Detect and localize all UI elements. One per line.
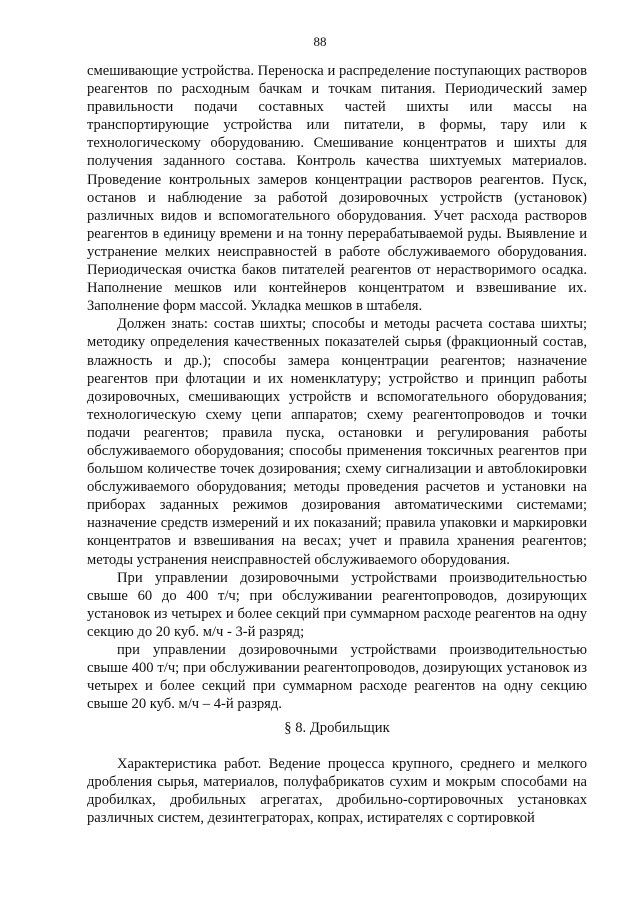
paragraph-grade-3: При управлении дозировочными устройствами производительностью свыше 60 до 400 т/ч; при обслуживании реагентопроводов, дозирующих установок из четырех и более секций при суммарном расходе реагентов на одну секцию до 20 куб. м/ч - 3-й разряд; <box>87 569 587 640</box>
paragraph-grade-4: при управлении дозировочными устройствами производительностью свыше 400 т/ч; при обслуживании реагентопроводов, дозирующих установок из четырех и более секций при суммарном расходе реагентов на одну секцию свыше 20 куб. м/ч – 4-й разряд. <box>87 642 587 713</box>
paragraph-work-characteristics: Характеристика работ. Ведение процесса крупного, среднего и мелкого дробления сырья, материалов, полуфабрикатов сухим и мокрым способами на дробилках, дробильных агрегатах, дробильно-сортировочных установках различных систем, дезинтеграторах, копрах, истирателях с сортировкой <box>87 756 587 827</box>
section-title: § 8. Дробильщик <box>284 720 390 736</box>
page-number: 88 <box>313 34 327 49</box>
paragraph-must-know: Должен знать: состав шихты; способы и методы расчета состава шихты; методику определения качественных показателей сырья (фракционный состав, влажность и др.); способы замера концентрации реагентов; назначение реагентов при флотации и их номенклатуру; устройство и принцип работы дозировочных, смешивающих устройств и вспомогательного оборудования; технологическую схему цепи аппаратов; схему реагентопроводов и точки подачи реагентов; правила пуска, остановки и регулирования работы обслуживаемого оборудования; способы применения токсичных реагентов при большом количестве точек дозирования; схему сигнализации и автоблокировки обслуживаемого оборудования; методы проведения расчетов и установки на приборах заданных режимов дозирования автоматическими системами; назначение средств измерений и их показаний; правила упаковки и маркировки концентратов и взвешивания на весах; учет и правила хранения реагентов; методы устранения неисправностей обслуживаемого оборудования. <box>87 316 587 568</box>
paragraph-continuation: смешивающие устройства. Переноска и распределение поступающих растворов реагентов по расходным бачкам и точкам питания. Периодический замер правильности подачи составных частей шихты или массы на транспортирующие устройства или питатели, в формы, тару или к технологическому оборудованию. Смешивание концентратов и шихты для получения заданного состава. Контроль качества шихтуемых материалов. Проведение контрольных замеров концентрации растворов реагентов. Пуск, останов и наблюдение за работой дозировочных устройств (установок) различных видов и вспомогательного оборудования. Учет расхода растворов реагентов в единицу времени и на тонну перерабатываемой руды. Выявление и устранение мелких неисправностей в работе обслуживаемого оборудования. Периодическая очистка баков питателей реагентов от нерастворимого осадка. Наполнение мешков или контейнеров концентратом и взвешивание их. Заполнение форм массой. Укладка мешков в штабеля. <box>87 63 587 315</box>
body-text <box>87 62 587 713</box>
section-body-text <box>87 755 587 827</box>
